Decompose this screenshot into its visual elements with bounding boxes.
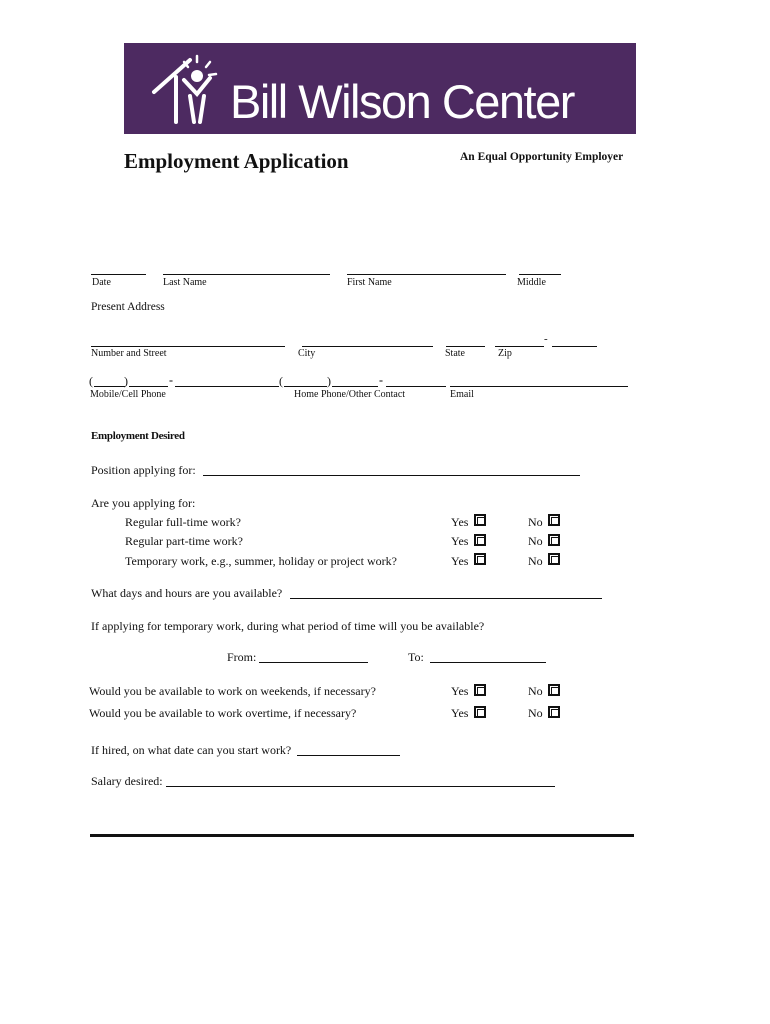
mobile-phone-label: Mobile/Cell Phone xyxy=(90,389,166,400)
state-field[interactable] xyxy=(446,346,485,347)
work-type-label: Regular part-time work? xyxy=(125,534,243,548)
no-label: No xyxy=(528,534,543,548)
no-label: No xyxy=(528,515,543,529)
yes-label: Yes xyxy=(451,554,469,568)
part-time-yes-checkbox[interactable] xyxy=(474,534,486,546)
mobile-dash: - xyxy=(169,373,173,387)
present-address-heading: Present Address xyxy=(91,301,165,313)
overtime-no-checkbox[interactable] xyxy=(548,706,560,718)
days-hours-field[interactable] xyxy=(290,598,602,599)
availability-label: Would you be available to work overtime, if necessary? xyxy=(89,706,357,720)
city-label: City xyxy=(298,348,316,359)
salary-field[interactable] xyxy=(166,786,555,787)
organization-logo-text: Bill Wilson Center xyxy=(230,75,574,128)
zip-extension-field[interactable] xyxy=(552,346,597,347)
section-divider xyxy=(90,834,634,837)
home-area-code-field[interactable] xyxy=(284,386,327,387)
availability-label: Would you be available to work on weekends, if necessary? xyxy=(89,684,376,698)
overtime-yes-checkbox[interactable] xyxy=(474,706,486,718)
part-time-no-checkbox[interactable] xyxy=(548,534,560,546)
email-field[interactable] xyxy=(450,386,628,387)
street-field[interactable] xyxy=(91,346,285,347)
date-label: Date xyxy=(92,277,111,288)
home-phone-label: Home Phone/Other Contact xyxy=(294,389,406,400)
yes-label: Yes xyxy=(451,706,469,720)
home-number-field[interactable] xyxy=(386,386,446,387)
email-label: Email xyxy=(450,389,474,400)
last-name-field[interactable] xyxy=(163,274,330,275)
mobile-number-field[interactable] xyxy=(175,386,279,387)
middle-name-field[interactable] xyxy=(519,274,561,275)
home-dash: - xyxy=(379,373,383,387)
zip-field[interactable] xyxy=(495,346,544,347)
employment-desired-heading: Employment Desired xyxy=(91,430,185,442)
no-label: No xyxy=(528,684,543,698)
no-label: No xyxy=(528,706,543,720)
applying-for-label: Are you applying for: xyxy=(91,496,196,510)
yes-label: Yes xyxy=(451,515,469,529)
zip-label: Zip xyxy=(498,348,512,359)
eeo-statement: An Equal Opportunity Employer xyxy=(460,151,624,163)
temporary-yes-checkbox[interactable] xyxy=(474,553,486,565)
street-label: Number and Street xyxy=(91,348,167,359)
city-field[interactable] xyxy=(302,346,433,347)
sun-figure-house-logo-icon xyxy=(150,50,232,126)
first-name-field[interactable] xyxy=(347,274,506,275)
zip-separator: - xyxy=(544,333,548,345)
mobile-area-code-field[interactable] xyxy=(94,386,125,387)
to-label: To: xyxy=(408,650,424,664)
salary-label: Salary desired: xyxy=(91,774,163,788)
mobile-paren-open: ( xyxy=(89,374,93,388)
work-type-label: Regular full-time work? xyxy=(125,515,241,529)
home-prefix-field[interactable] xyxy=(332,386,378,387)
position-label: Position applying for: xyxy=(91,463,196,477)
last-name-label: Last Name xyxy=(163,277,207,288)
page-title: Employment Application xyxy=(124,149,349,173)
temporary-no-checkbox[interactable] xyxy=(548,553,560,565)
state-label: State xyxy=(445,348,465,359)
home-paren-open: ( xyxy=(279,374,283,388)
position-field[interactable] xyxy=(203,475,580,476)
yes-label: Yes xyxy=(451,684,469,698)
work-type-label: Temporary work, e.g., summer, holiday or project work? xyxy=(125,554,397,568)
start-date-label: If hired, on what date can you start work? xyxy=(91,743,292,757)
mobile-prefix-field[interactable] xyxy=(129,386,168,387)
mobile-paren-close: ) xyxy=(124,374,128,388)
home-paren-close: ) xyxy=(327,374,331,388)
from-label: From: xyxy=(227,650,257,664)
full-time-no-checkbox[interactable] xyxy=(548,514,560,526)
days-hours-label: What days and hours are you available? xyxy=(91,586,283,600)
first-name-label: First Name xyxy=(347,277,392,288)
temporary-period-label: If applying for temporary work, during what period of time will you be available? xyxy=(91,619,485,633)
date-field[interactable] xyxy=(91,274,146,275)
middle-label: Middle xyxy=(517,277,546,288)
full-time-yes-checkbox[interactable] xyxy=(474,514,486,526)
start-date-field[interactable] xyxy=(297,755,400,756)
weekends-no-checkbox[interactable] xyxy=(548,684,560,696)
weekends-yes-checkbox[interactable] xyxy=(474,684,486,696)
no-label: No xyxy=(528,554,543,568)
to-date-field[interactable] xyxy=(430,662,546,663)
yes-label: Yes xyxy=(451,534,469,548)
from-date-field[interactable] xyxy=(259,662,368,663)
